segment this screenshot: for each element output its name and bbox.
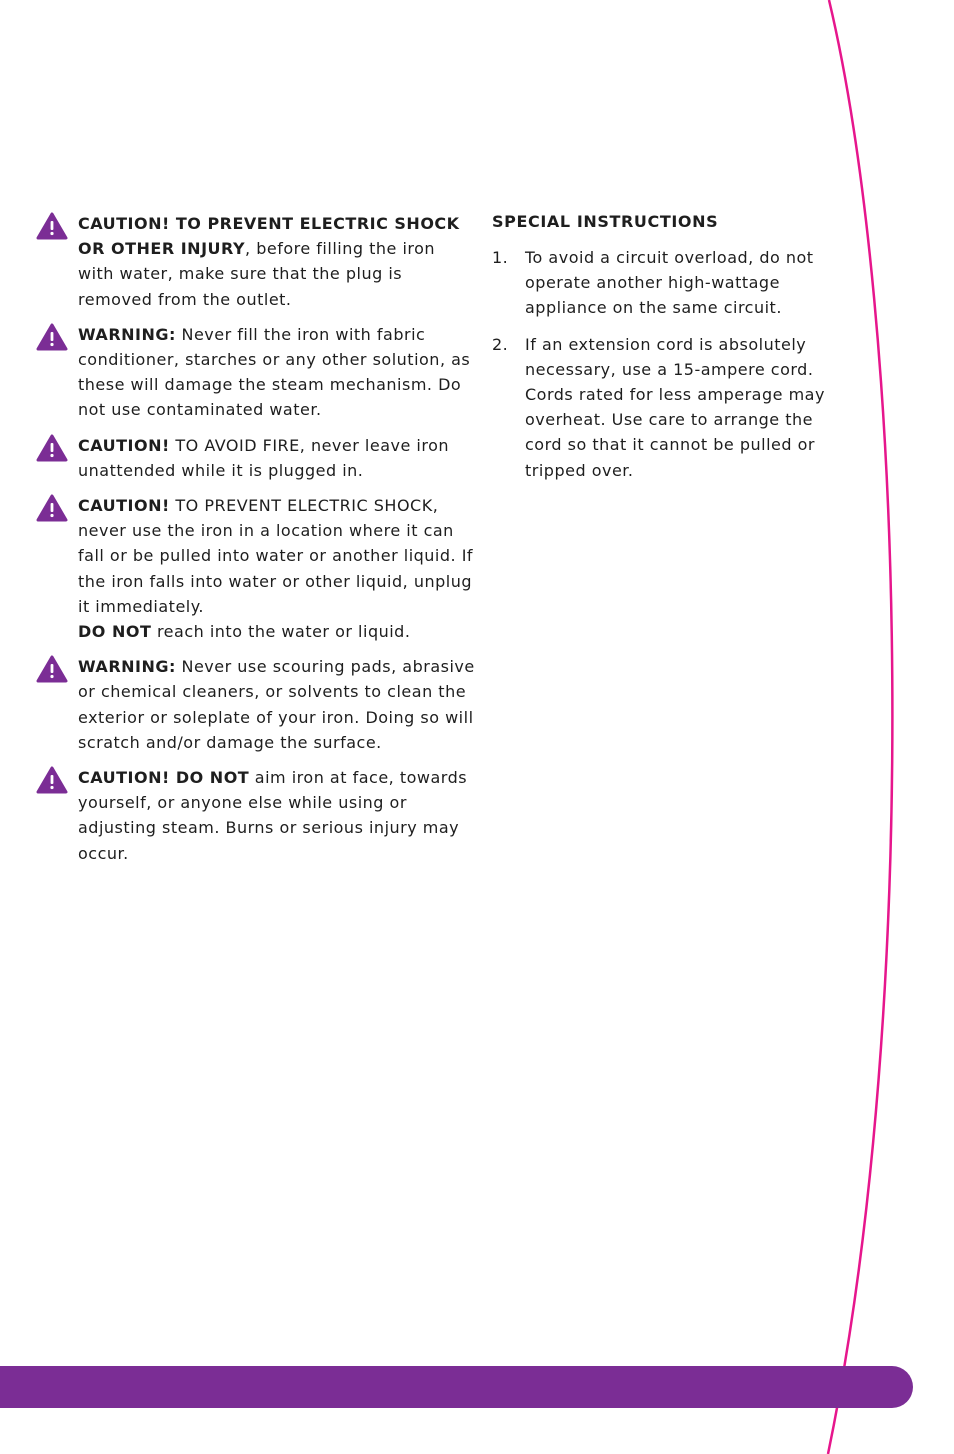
warning-item [36, 211, 476, 312]
section-heading: SPECIAL INSTRUCTIONS [492, 212, 719, 231]
warning-triangle-icon [36, 494, 68, 522]
warning-text: CAUTION! TO AVOID FIRE, never leave iron unattended while it is plugged in. [78, 435, 449, 480]
warning-item [36, 493, 476, 644]
warning-item [36, 322, 476, 423]
warning-item [36, 765, 476, 866]
warning-text: CAUTION! TO PREVENT ELECTRIC SHOCK OR OTHER INJURY, before filling the iron with water, make sure that the plug is removed from the outlet. [78, 214, 460, 309]
special-instructions-section [492, 211, 852, 494]
list-number: 2. [492, 334, 509, 354]
list-number: 1. [492, 248, 509, 267]
warning-triangle-icon [36, 434, 68, 462]
warning-item [36, 654, 476, 755]
warning-label: CAUTION! [78, 496, 170, 516]
list-text: To avoid a circuit overload, do not operate another high-wattage appliance on the same circuit. [525, 248, 814, 318]
warning-label: CAUTION! TO PREVENT ELECTRIC SHOCK OR OTHER INJURY [78, 214, 460, 259]
warning-triangle-icon [36, 323, 68, 351]
warning-text: CAUTION! DO NOT aim iron at face, towards yourself, or anyone else while using or adjusting steam. Burns or serious injury may occur. [78, 768, 468, 863]
warning-label: WARNING: [78, 657, 176, 677]
warning-text: WARNING: Never use scouring pads, abrasive or chemical cleaners, or solvents to clean the exterior or soleplate of your iron. Doing so will scratch and/or damage the surface. [78, 657, 475, 752]
warning-item [36, 433, 476, 483]
warning-label: WARNING: [78, 324, 176, 344]
warning-label: CAUTION! [78, 435, 170, 455]
list-item [492, 332, 852, 483]
warning-triangle-icon [36, 655, 68, 683]
warning-text: WARNING: Never fill the iron with fabric conditioner, starches or any other solution, as these will damage the steam mechanism. Do not use contaminated water. [78, 324, 471, 420]
warnings-column [36, 211, 476, 876]
list-text: If an extension cord is absolutely necessary, use a 15-ampere cord. Cords rated for less amperage may overheat. Use care to arrange the cord so that it cannot be pulled or tripped over. [525, 334, 825, 480]
footer-bar [0, 1366, 913, 1408]
list-item [492, 245, 852, 321]
warning-label: CAUTION! DO NOT [78, 768, 250, 788]
warning-triangle-icon [36, 766, 68, 794]
warning-text: CAUTION! TO PREVENT ELECTRIC SHOCK, never use the iron in a location where it can fall or be pulled into water or another liquid. If the iron falls into water or other liquid, unplug it immediately. DO NOT reach into the water or liquid. [78, 496, 474, 642]
warning-triangle-icon [36, 212, 68, 240]
